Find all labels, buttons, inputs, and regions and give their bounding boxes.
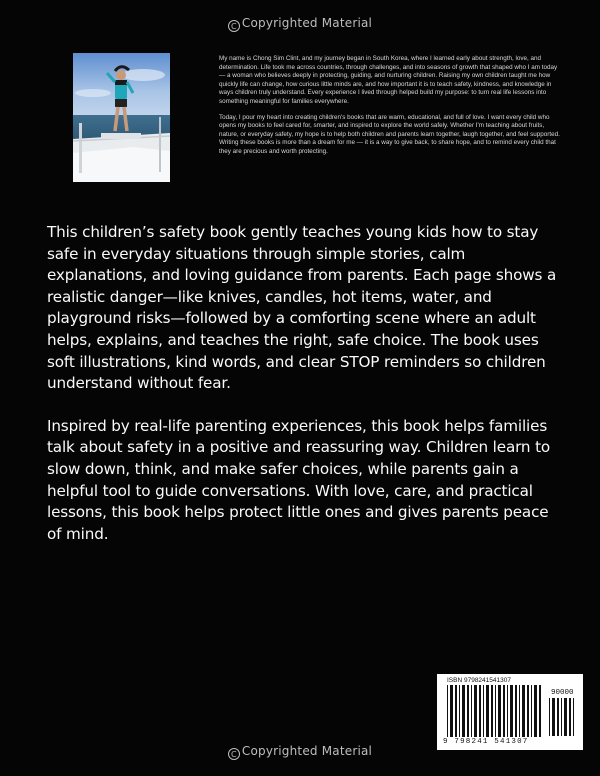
barcode-digits: 9 798241 541307	[443, 738, 529, 746]
price-barcode-bars	[549, 698, 577, 738]
barcode-bars	[447, 685, 543, 739]
description-paragraph-2: Inspired by real-life parenting experiences, this book helps families talk about safety in a positive and reassuring way. Children learn to slow down, think, and make safer choices, while parents gain a helpful tool to guide conversations. With love, care, and practical lessons, this book helps protect little ones and gives parents peace of mind.	[47, 416, 551, 543]
book-description	[47, 222, 567, 566]
watermark-label: Copyrighted Material	[241, 744, 373, 758]
bio-paragraph-2: Today, I pour my heart into creating children's books that are warm, educational, and full of love. I want every child who opens my books to feel cared for, smarter, and inspired to explore the world safely. Whether I'm teaching about fruits, nature, or everyday safety, my hope is to help both children and parents learn together, laugh together, and feel supported. Writing these books is more than a dream for me — it is a way to give back, to share hope, and to remind every child that they are precious and worth protecting.	[219, 113, 560, 155]
watermark-label: Copyrighted Material	[241, 16, 373, 30]
isbn-barcode	[437, 674, 583, 750]
description-paragraph-1: This children’s safety book gently teaches young kids how to stay safe in everyday situations through simple stories, calm explanations, and loving guidance from parents. Each page shows a realistic danger—like knives, candles, hot items, water, and playground risks—followed by a comforting scene where an adult helps, explains, and teaches the right, safe choice. The book uses soft illustrations, kind words, and clear STOP reminders so children understand without fear.	[47, 223, 557, 393]
bio-paragraph-1: My name is Chong Sim Clint, and my journey began in South Korea, where I learned early about strength, love, and determination. Life took me across countries, through challenges, and into seasons of growth that shaped who I am today — a woman who believes deeply in protecting, guiding, and nurturing children. Raising my own children taught me how quickly life can change, how curious little minds are, and how important it is to teach safety, kindness, and knowledge in ways children truly understand. Every experience I lived through helped build my purpose: to turn real life lessons into something meaningful for families everywhere.	[219, 55, 558, 105]
author-bio	[219, 55, 564, 164]
author-photo	[73, 53, 170, 182]
price-code: 90000	[551, 689, 574, 697]
watermark-bottom	[0, 744, 600, 760]
watermark-top	[0, 16, 600, 32]
copyright-icon: C	[228, 20, 240, 32]
copyright-icon: C	[228, 748, 240, 760]
isbn-label: ISBN 9798241541307	[447, 677, 511, 684]
